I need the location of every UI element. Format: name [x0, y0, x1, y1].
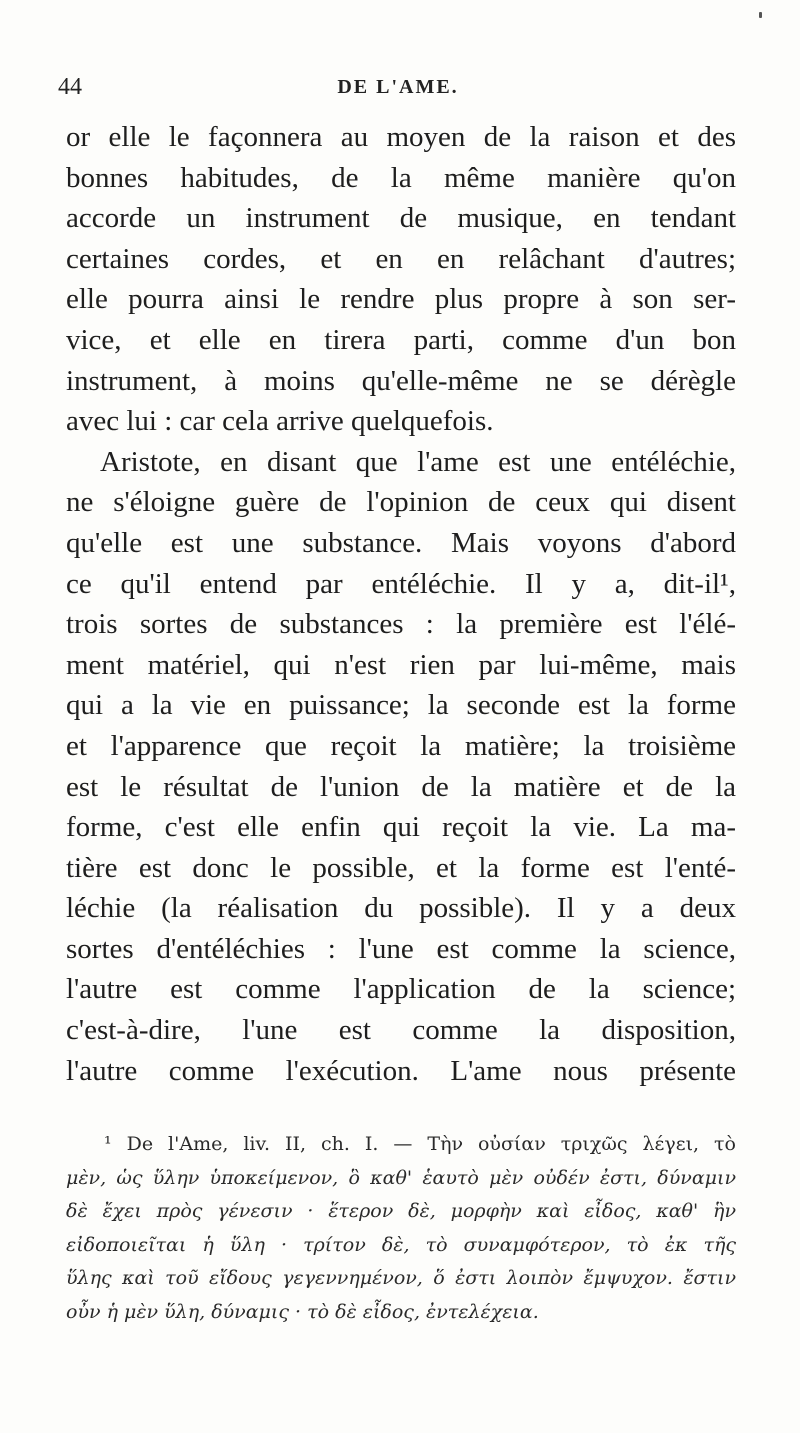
body-text — [66, 117, 736, 1091]
body-line: instrument, à moins qu'elle-même ne se dérègle — [66, 364, 736, 397]
footnote-line: δὲ ἔχει πρὸς γένεσιν · ἕτερον δὲ, μορφὴν καὶ εἶδος, καθ' ἣν — [66, 1200, 736, 1222]
page-number: 44 — [58, 74, 82, 100]
footnote-line: μὲν, ὡς ὕλην ὑποκείμενον, ὃ καθ' ἑαυτὸ μὲν οὐδέν ἐστι, δύναμιν — [66, 1166, 736, 1189]
body-line: est le résultat de l'union de la matière et de la — [66, 770, 736, 803]
footnote-line: οὖν ἡ μὲν ὕλη, δύναμις · τὸ δὲ εἶδος, ἐντελέχεια. — [66, 1300, 539, 1323]
body-line: forme, c'est elle enfin qui reçoit la vie. La ma- — [66, 811, 736, 844]
body-line: Aristote, en disant que l'ame est une entéléchie, — [100, 445, 736, 478]
body-line: léchie (la réalisation du possible). Il y a deux — [66, 892, 736, 925]
body-line: sortes d'entéléchies : l'une est comme la science, — [66, 932, 736, 965]
body-line: vice, et elle en tirera parti, comme d'un bon — [66, 323, 736, 356]
body-line: bonnes habitudes, de la même manière qu'on — [66, 161, 736, 194]
body-line: qu'elle est une substance. Mais voyons d'abord — [66, 526, 736, 559]
body-line: trois sortes de substances : la première est l'élé- — [66, 608, 736, 641]
body-line: elle pourra ainsi le rendre plus propre à son ser- — [66, 283, 736, 316]
running-head: DE L'AME. — [337, 76, 459, 98]
footnote-line: εἰδοποιεῖται ἡ ὕλη · τρίτον δὲ, τὸ συναμφότερον, τὸ ἐκ τῆς — [66, 1233, 736, 1256]
body-line: l'autre comme l'exécution. L'ame nous présente — [66, 1054, 736, 1087]
page-edge-mark — [759, 12, 762, 18]
page-header — [58, 74, 738, 108]
footnote-line: ¹ De l'Ame, liv. II, ch. I. — Τὴν οὐσίαν τριχῶς λέγει, τὸ — [104, 1133, 736, 1155]
body-line: or elle le façonnera au moyen de la raison et des — [66, 121, 736, 153]
body-line: ce qu'il entend par entéléchie. Il y a, dit-il¹, — [66, 567, 736, 600]
body-line: c'est-à-dire, l'une est comme la disposition, — [66, 1014, 736, 1047]
body-line: et l'apparence que reçoit la matière; la troisième — [66, 729, 736, 762]
body-line: ment matériel, qui n'est rien par lui-même, mais — [66, 648, 736, 681]
body-line: accorde un instrument de musique, en tendant — [66, 202, 736, 235]
footnote-line: ὕλης καὶ τοῦ εἴδους γεγεννημένον, ὅ ἐστι λοιπὸν ἔμψυχον. ἔστιν — [66, 1267, 736, 1289]
body-line: ne s'éloigne guère de l'opinion de ceux qui disent — [66, 486, 736, 519]
body-line: tière est donc le possible, et la forme est l'enté- — [66, 851, 736, 884]
footnote — [66, 1128, 736, 1329]
body-line: l'autre est comme l'application de la science; — [66, 973, 736, 1006]
body-line: avec lui : car cela arrive quelquefois. — [66, 405, 494, 438]
body-line: qui a la vie en puissance; la seconde est la forme — [66, 689, 736, 722]
body-line: certaines cordes, et en en relâchant d'autres; — [66, 242, 736, 275]
